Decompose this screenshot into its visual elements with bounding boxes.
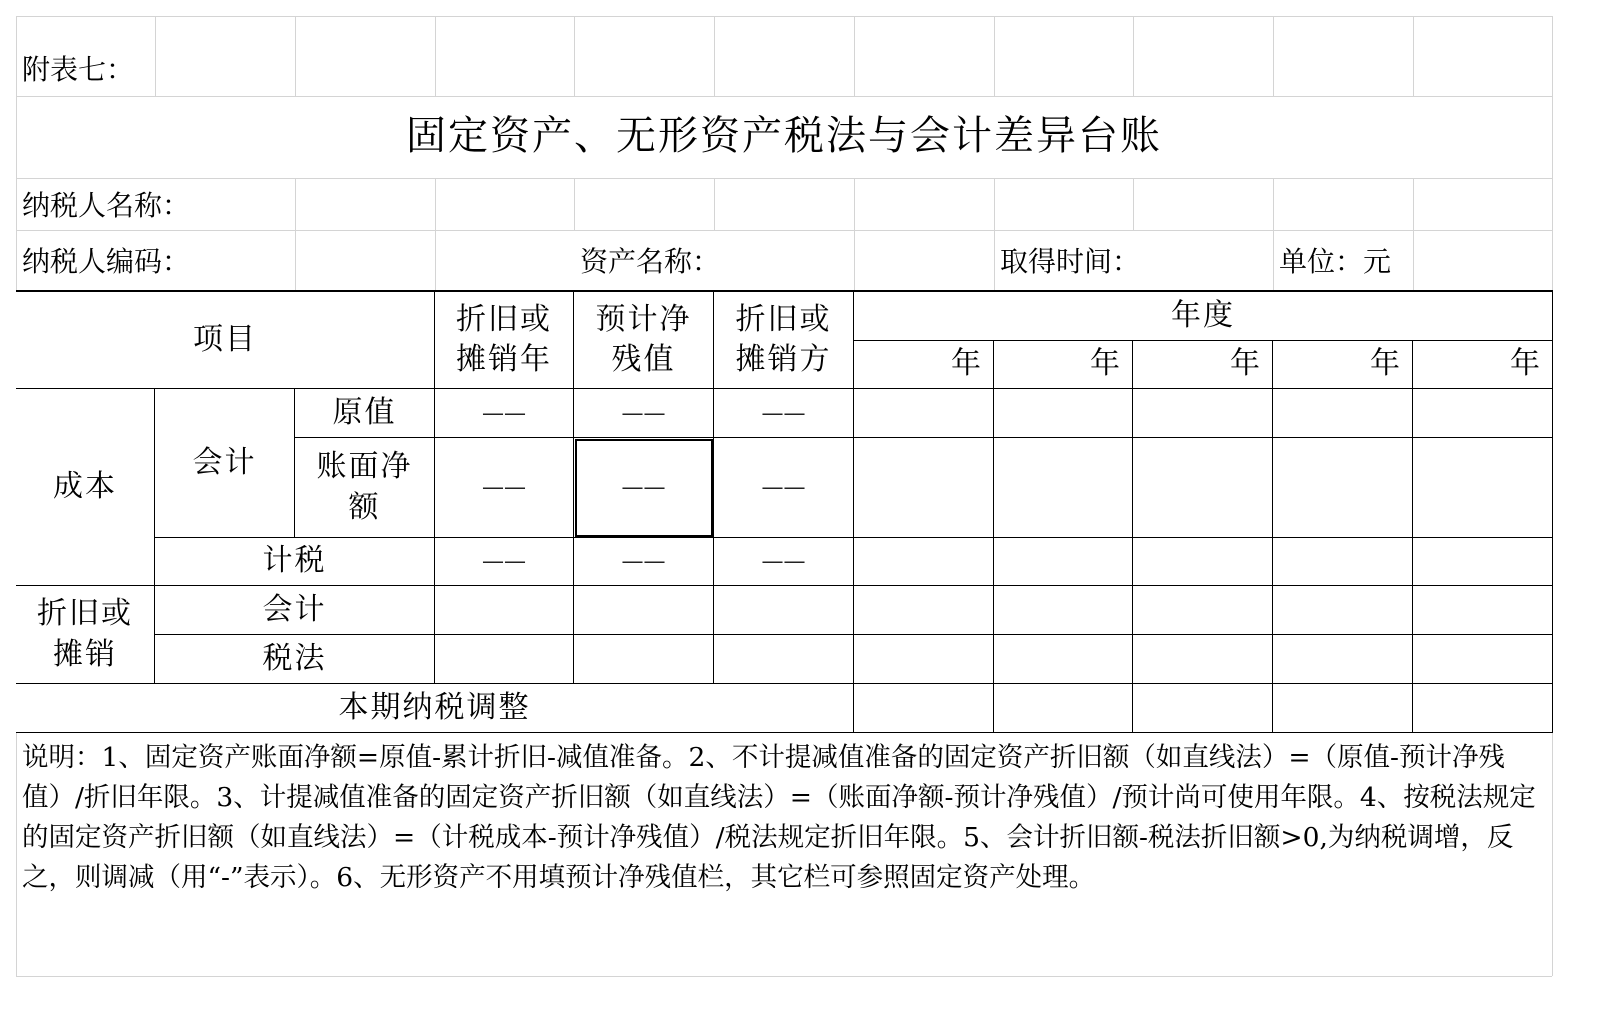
cell-empty[interactable]	[435, 635, 574, 684]
year-cell[interactable]	[1413, 438, 1553, 538]
grid-line	[435, 16, 436, 96]
grid-line	[574, 178, 575, 230]
year-cell[interactable]	[1133, 684, 1273, 733]
grid-line	[155, 16, 156, 96]
year-cell[interactable]	[994, 635, 1133, 684]
year-cell[interactable]	[854, 635, 994, 684]
cell-dash: ——	[435, 538, 574, 586]
grid-line	[1133, 178, 1134, 230]
header-year-5: 年	[1413, 341, 1553, 389]
row-cost: 成本	[16, 389, 155, 586]
row-depreciation-accounting: 会计	[155, 586, 435, 635]
grid-line	[714, 178, 715, 230]
grid-line	[994, 16, 995, 96]
selected-cell[interactable]: ——	[574, 438, 714, 538]
grid-line	[16, 178, 1552, 179]
header-year-3: 年	[1133, 341, 1273, 389]
grid-line	[1273, 178, 1274, 290]
cell-empty[interactable]	[435, 586, 574, 635]
year-cell[interactable]	[994, 538, 1133, 586]
grid-line	[16, 230, 1552, 231]
grid-line	[16, 96, 1552, 97]
year-cell[interactable]	[1413, 538, 1553, 586]
grid-line	[435, 178, 436, 290]
year-cell[interactable]	[1273, 586, 1413, 635]
grid-line	[854, 178, 855, 290]
year-cell[interactable]	[1273, 538, 1413, 586]
row-current-adjustment: 本期纳税调整	[16, 684, 854, 733]
row-depreciation-tax: 税法	[155, 635, 435, 684]
grid-line	[295, 16, 296, 96]
cell-empty[interactable]	[714, 586, 854, 635]
grid-line	[1133, 16, 1134, 96]
explanation-note: 说明：1、固定资产账面净额=原值-累计折旧-减值准备。2、不计提减值准备的固定资产折旧额（如直线法）=（原值-预计净残值）/折旧年限。3、计提减值准备的固定资产折旧额（如直线法）=（账面净额-预计净残值）/预计尚可使用年限。4、按税法规定的固定资产折旧额（如直线法）=（计税成本-预计净残值）/税法规定折旧年限。5、会计折旧额-税法折旧额>0,为纳税调增，反之，则调减（用“-”表示）。6、无形资产不用填预计净残值栏，其它栏可参照固定资产处理。	[22, 742, 1536, 893]
cell-empty[interactable]	[574, 586, 714, 635]
taxpayer-code-label: 纳税人编码：	[22, 245, 191, 278]
year-cell[interactable]	[1273, 438, 1413, 538]
cell-dash: ——	[435, 389, 574, 438]
year-cell[interactable]	[1413, 684, 1553, 733]
year-cell[interactable]	[994, 684, 1133, 733]
year-cell[interactable]	[1413, 586, 1553, 635]
year-cell[interactable]	[1413, 635, 1553, 684]
cell-empty[interactable]	[714, 635, 854, 684]
cell-dash: ——	[574, 538, 714, 586]
row-original-value: 原值	[295, 389, 435, 438]
grid-line	[1273, 16, 1274, 96]
year-cell[interactable]	[854, 684, 994, 733]
attachment-label: 附表七：	[22, 53, 135, 86]
year-cell[interactable]	[854, 389, 994, 438]
year-cell[interactable]	[854, 586, 994, 635]
page-title: 固定资产、无形资产税法与会计差异台账	[406, 113, 1162, 159]
header-depreciation-method: 折旧或摊销方	[714, 292, 854, 389]
year-cell[interactable]	[1413, 389, 1553, 438]
year-cell[interactable]	[854, 438, 994, 538]
cell-dash: ——	[435, 438, 574, 538]
row-cost-accounting: 会计	[155, 389, 295, 538]
row-net-book-value: 账面净额	[295, 438, 435, 538]
year-cell[interactable]	[1133, 538, 1273, 586]
grid-line	[1413, 178, 1414, 290]
cell-dash: ——	[574, 389, 714, 438]
header-depreciation-years: 折旧或摊销年	[435, 292, 574, 389]
grid-line	[16, 16, 1552, 17]
header-year-4: 年	[1273, 341, 1413, 389]
grid-line	[16, 976, 1552, 977]
year-cell[interactable]	[1133, 586, 1273, 635]
header-year-1: 年	[854, 341, 994, 389]
cell-dash: ——	[714, 438, 854, 538]
grid-line	[714, 16, 715, 96]
year-cell[interactable]	[994, 389, 1133, 438]
year-cell[interactable]	[994, 586, 1133, 635]
header-year-group: 年度	[854, 292, 1553, 341]
grid-line	[295, 178, 296, 290]
grid-line	[1413, 16, 1414, 96]
grid-line	[854, 16, 855, 96]
asset-name-label: 资产名称：	[580, 245, 721, 278]
unit-label: 单位：元	[1279, 245, 1392, 278]
cell-empty[interactable]	[574, 635, 714, 684]
grid-line	[994, 178, 995, 290]
header-year-2: 年	[994, 341, 1133, 389]
row-depreciation: 折旧或摊销	[16, 586, 155, 684]
taxpayer-name-label: 纳税人名称：	[22, 189, 191, 222]
year-cell[interactable]	[1273, 389, 1413, 438]
year-cell[interactable]	[1133, 438, 1273, 538]
cell-dash: ——	[714, 389, 854, 438]
header-residual-value: 预计净残值	[574, 292, 714, 389]
year-cell[interactable]	[1133, 389, 1273, 438]
grid-line	[574, 16, 575, 96]
year-cell[interactable]	[1273, 635, 1413, 684]
row-tax-basis: 计税	[155, 538, 435, 586]
acquire-time-label: 取得时间：	[1000, 245, 1141, 278]
year-cell[interactable]	[1273, 684, 1413, 733]
year-cell[interactable]	[1133, 635, 1273, 684]
header-item: 项目	[16, 292, 435, 389]
year-cell[interactable]	[854, 538, 994, 586]
year-cell[interactable]	[994, 438, 1133, 538]
cell-dash: ——	[714, 538, 854, 586]
